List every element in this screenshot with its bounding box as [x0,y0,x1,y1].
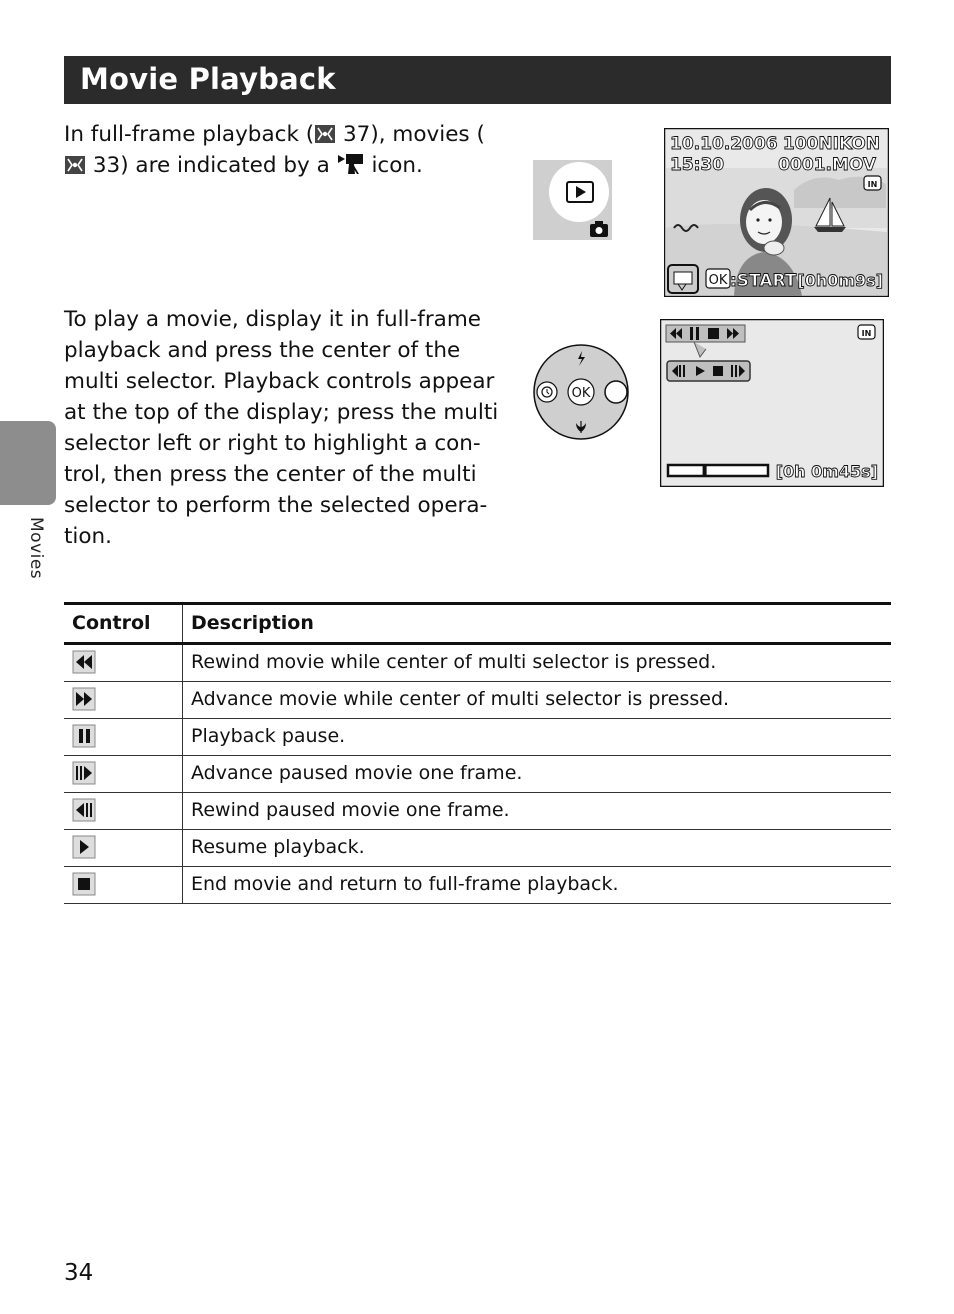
stop-icon[interactable] [713,366,723,376]
rewind-icon [72,650,96,674]
stop-icon[interactable] [708,328,719,339]
full-frame-playback-screen [664,128,889,297]
movie-camera-icon [337,152,365,176]
table-row [64,830,891,867]
intro-text-3: ) are indicated by a [120,153,337,178]
table-row [64,756,891,793]
pause-icon [72,724,96,748]
movie-indicator-icon [668,265,698,293]
table-row [64,644,891,682]
page-number: 34 [64,1260,94,1286]
table-row [64,793,891,830]
page-reference-icon [64,155,86,175]
row-description: Rewind movie while center of multi selector is pressed. [183,644,892,682]
screen1-file: 0001.MOV [778,155,876,175]
self-timer-icon [537,382,557,402]
multi-selector-right-highlight [605,381,627,403]
row-description: Advance movie while center of multi selector is pressed. [183,682,892,719]
movie-playback-screen [660,319,884,487]
intro-text-1: In full-frame playback ( [64,122,315,147]
intro-text-4: icon. [364,153,423,178]
internal-memory-icon [858,325,875,339]
frame-advance-icon [72,761,96,785]
screen1-date: 10.10.2006 [670,134,778,154]
section-tab-label: Movies [26,517,46,580]
page-title: Movie Playback [80,62,336,96]
screen2-memory-badge: IN [861,329,872,338]
instructions-paragraph: To play a movie, display it in full-frame playback and press the center of the multi selector. Playback controls appear at the top of the display; press the multi selector left or right to highlight a con- trol, then press the center of the multi selector to perform the selected opera- tion. [64,307,499,549]
table-row [64,719,891,756]
intro-text-2: ), movies ( [370,122,485,147]
frame-rewind-icon [72,798,96,822]
page-reference-icon [314,124,336,144]
row-description: Resume playback. [183,830,892,867]
fast-forward-icon [72,687,96,711]
screen1-time: 15:30 [670,155,725,175]
row-description: Advance paused movie one frame. [183,756,892,793]
row-description: End movie and return to full-frame playback. [183,867,892,904]
column-header-description: Description [183,604,892,644]
internal-memory-icon [864,176,881,190]
title-bar [64,56,891,104]
paused-controls-strip [667,361,750,381]
play-icon [72,835,96,859]
page-ref-33[interactable]: 33 [92,153,121,178]
table-row [64,682,891,719]
row-description: Playback pause. [183,719,892,756]
screen1-memory-badge: IN [867,180,878,189]
controls-table [64,602,891,904]
playback-progress-bar [668,465,768,476]
playback-button-illustration [533,160,612,240]
camera-icon [590,221,608,237]
table-row [64,867,891,904]
intro-paragraph [64,119,504,181]
section-tab-marker [0,421,56,505]
stop-icon [72,872,96,896]
multi-selector-illustration [532,343,630,441]
playback-button-icon [533,160,612,240]
ok-button-icon [706,269,730,288]
screen1-start-text: :START [730,271,797,291]
screen2-elapsed: [0h 0m45s] [775,462,878,481]
column-header-control: Control [64,604,183,644]
screen1-duration: [0h0m9s] [797,271,883,290]
page-ref-37[interactable]: 37 [342,122,371,147]
screen1-folder: 100NIKON [782,134,880,154]
table-header-row [64,604,891,644]
dpad-ok-label: OK [571,386,591,401]
row-description: Rewind paused movie one frame. [183,793,892,830]
screen1-ok-label: OK [708,273,728,288]
